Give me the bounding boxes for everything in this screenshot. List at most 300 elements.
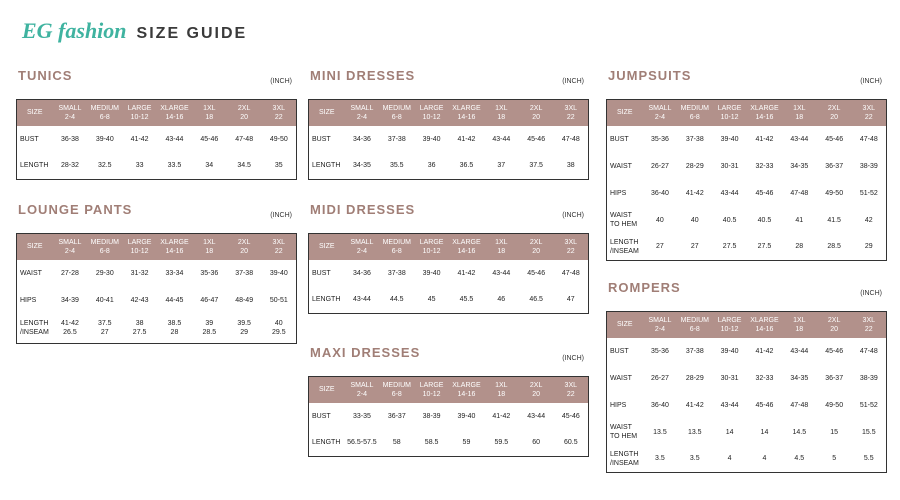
size-column-header: [643, 100, 678, 126]
section-midi-dresses: [308, 202, 590, 317]
cell-value: 41-42: [755, 135, 774, 143]
measurement-label: [309, 153, 345, 180]
unit-label: (INCH): [860, 290, 882, 297]
size-column-header: [87, 234, 122, 260]
size-column-header: [554, 234, 589, 260]
table-cell: [157, 287, 192, 314]
cell-value: 43-44: [352, 296, 371, 304]
size-name: 2XL: [529, 381, 543, 389]
size-range: 14-16: [165, 247, 184, 255]
size-name: 2XL: [529, 238, 543, 246]
cell-value: 41.5: [827, 216, 841, 224]
table-cell: [379, 287, 414, 314]
table-cell: [53, 314, 88, 344]
size-column-header: [345, 234, 380, 260]
table-cell: [192, 153, 227, 180]
size-range: 6-8: [689, 325, 700, 333]
size-column-header: [53, 234, 88, 260]
size-name: SMALL: [58, 238, 82, 246]
cell-value: 46.5: [529, 296, 543, 304]
table-cell: [782, 419, 817, 446]
table-cell: [747, 446, 782, 473]
measurement-label-line: WAIST: [610, 162, 632, 170]
cell-value: 58: [392, 439, 401, 447]
size-name: LARGE: [419, 381, 444, 389]
cell-value: 3.5: [655, 455, 665, 463]
section-title: LOUNGE PANTS: [18, 202, 133, 217]
cell-value: 43-44: [165, 135, 184, 143]
measurement-label: [607, 207, 643, 234]
size-range: 2-4: [64, 247, 75, 255]
size-table-rompers: [606, 311, 887, 473]
table-row: [309, 153, 589, 180]
measurement-label-line: WAIST: [20, 269, 42, 277]
cell-value: 51-52: [859, 189, 878, 197]
table-cell: [484, 260, 519, 287]
cell-value: 34-36: [352, 269, 371, 277]
size-column-header: [747, 100, 782, 126]
table-cell: [852, 153, 887, 180]
header-row: [607, 312, 887, 338]
cell-value: 35.5: [389, 162, 404, 170]
size-range: 22: [274, 113, 283, 121]
size-column-header: [712, 100, 747, 126]
table-row: [607, 338, 887, 365]
measurement-label: [309, 126, 345, 153]
table-cell: [747, 234, 782, 261]
measurement-label: [607, 153, 643, 180]
measurement-label: [309, 260, 345, 287]
cell-value: 39-40: [422, 135, 441, 143]
table-cell: [817, 126, 852, 153]
size-range: 14-16: [755, 325, 774, 333]
cell-value: 41-42: [457, 269, 476, 277]
cell-value: 47-48: [859, 347, 878, 355]
table-cell: [643, 153, 678, 180]
table-cell: [345, 430, 380, 457]
measurement-label-line: HIPS: [610, 189, 627, 197]
table-cell: [519, 403, 554, 430]
cell-value-secondary: 28: [170, 329, 179, 337]
size-name: LARGE: [419, 238, 444, 246]
cell-value: 40: [274, 320, 283, 328]
size-table-lounge-pants: [16, 233, 297, 344]
size-range: 20: [830, 325, 839, 333]
table-cell: [379, 260, 414, 287]
cell-value: 47-48: [561, 269, 580, 277]
cell-value: 4: [727, 455, 732, 463]
cell-value: 28-29: [685, 374, 704, 382]
size-table-mini-dresses: [308, 99, 589, 180]
size-column-header: [484, 100, 519, 126]
table-cell: [122, 153, 157, 180]
table-cell: [712, 419, 747, 446]
table-row: [607, 446, 887, 473]
table-cell: [747, 207, 782, 234]
cell-value: 45-46: [527, 135, 546, 143]
cell-value: 34.5: [237, 162, 251, 170]
size-range: 10-12: [422, 113, 441, 121]
cell-value: 35: [274, 162, 283, 170]
size-name: SMALL: [648, 104, 672, 112]
size-column-header: [227, 100, 262, 126]
size-column-header: [87, 100, 122, 126]
size-range: 10-12: [130, 113, 149, 121]
table-cell: [53, 260, 88, 287]
table-cell: [227, 260, 262, 287]
size-range: 18: [795, 113, 804, 121]
measurement-label: [17, 314, 53, 344]
size-range: 6-8: [391, 247, 402, 255]
cell-value: 51-52: [859, 401, 878, 409]
cell-value: 45-46: [527, 269, 546, 277]
size-name: 2XL: [237, 104, 251, 112]
measurement-label: [607, 234, 643, 261]
cell-value: 45-46: [825, 347, 844, 355]
size-range: 18: [497, 247, 506, 255]
cell-value: 45: [427, 296, 436, 304]
cell-value: 28-29: [685, 162, 704, 170]
table-cell: [414, 126, 449, 153]
cell-value: 59.5: [494, 439, 509, 447]
table-cell: [554, 260, 589, 287]
cell-value: 37-38: [235, 269, 254, 277]
size-name: 3XL: [564, 104, 578, 112]
table-cell: [519, 287, 554, 314]
measurement-label: [607, 365, 643, 392]
measurement-label-line: BUST: [312, 269, 331, 277]
cell-value: 33.5: [167, 162, 182, 170]
size-range: 22: [566, 390, 575, 398]
table-cell: [192, 260, 227, 287]
section-maxi-dresses: [308, 345, 590, 460]
table-cell: [262, 314, 297, 344]
measurement-label: [607, 126, 643, 153]
size-column-header: [484, 377, 519, 403]
cell-value: 13.5: [687, 428, 702, 436]
cell-value: 15.5: [861, 428, 876, 436]
size-range: 14-16: [457, 390, 476, 398]
cell-value: 39-40: [95, 135, 114, 143]
table-row: [309, 430, 589, 457]
size-name: XLARGE: [160, 104, 189, 112]
cell-value: 14: [760, 428, 769, 436]
size-column-header: [192, 100, 227, 126]
table-cell: [677, 126, 712, 153]
header-row: [309, 377, 589, 403]
table-cell: [643, 207, 678, 234]
cell-value: 39: [205, 320, 214, 328]
measurement-label: [607, 180, 643, 207]
size-header: SIZE: [309, 100, 345, 126]
size-name: XLARGE: [750, 104, 779, 112]
cell-value: 38.5: [167, 320, 182, 328]
table-cell: [345, 287, 380, 314]
section-title: MAXI DRESSES: [310, 345, 421, 360]
size-range: 18: [497, 113, 506, 121]
cell-value: 47: [566, 296, 575, 304]
table-cell: [379, 403, 414, 430]
size-column-header: [379, 100, 414, 126]
table-cell: [262, 153, 297, 180]
measurement-label: [309, 287, 345, 314]
table-cell: [677, 446, 712, 473]
table-cell: [747, 392, 782, 419]
table-cell: [87, 153, 122, 180]
header-row: [309, 100, 589, 126]
table-cell: [852, 338, 887, 365]
cell-value: 41-42: [492, 412, 511, 420]
size-name: SMALL: [350, 104, 374, 112]
table-cell: [262, 287, 297, 314]
cell-value: 3.5: [689, 455, 700, 463]
cell-value: 5: [832, 455, 837, 463]
table-cell: [157, 260, 192, 287]
size-table-maxi-dresses: [308, 376, 589, 457]
cell-value: 30-31: [720, 162, 739, 170]
cell-value: 36.5: [459, 162, 474, 170]
size-name: LARGE: [419, 104, 444, 112]
size-name: 2XL: [529, 104, 543, 112]
table-cell: [554, 153, 589, 180]
size-range: 2-4: [356, 390, 367, 398]
cell-value: 41-42: [457, 135, 476, 143]
cell-value: 45-46: [561, 412, 580, 420]
size-range: 22: [864, 113, 873, 121]
cell-value: 36-38: [60, 135, 79, 143]
table-cell: [414, 430, 449, 457]
table-cell: [554, 126, 589, 153]
table-cell: [852, 180, 887, 207]
cell-value: 34-35: [790, 374, 809, 382]
cell-value: 34-39: [60, 296, 79, 304]
cell-value: 36-37: [825, 374, 844, 382]
table-cell: [712, 207, 747, 234]
cell-value: 4: [762, 455, 767, 463]
cell-value: 31-32: [130, 269, 149, 277]
table-cell: [554, 430, 589, 457]
table-cell: [677, 365, 712, 392]
table-cell: [87, 287, 122, 314]
size-range: 2-4: [654, 113, 665, 121]
size-column-header: [852, 312, 887, 338]
cell-value-secondary: 29.5: [271, 329, 286, 337]
size-name: 1XL: [495, 104, 508, 112]
cell-value: 41-42: [130, 135, 149, 143]
size-column-header: [414, 377, 449, 403]
table-cell: [817, 207, 852, 234]
table-cell: [484, 430, 519, 457]
table-cell: [345, 403, 380, 430]
cell-value: 39-40: [720, 347, 739, 355]
table-cell: [747, 419, 782, 446]
cell-value: 34-36: [352, 135, 371, 143]
table-row: [607, 234, 887, 261]
cell-value: 41-42: [755, 347, 774, 355]
measurement-label: [17, 153, 53, 180]
cell-value: 34-35: [352, 162, 371, 170]
cell-value: 29: [864, 243, 873, 251]
unit-label: (INCH): [860, 78, 882, 85]
cell-value: 33: [135, 162, 144, 170]
table-cell: [449, 126, 484, 153]
size-name: SMALL: [648, 316, 672, 324]
table-cell: [852, 419, 887, 446]
size-column-header: [712, 312, 747, 338]
table-cell: [782, 180, 817, 207]
page-title: SIZE GUIDE: [136, 25, 248, 42]
table-cell: [782, 234, 817, 261]
cell-value: 39-40: [269, 269, 288, 277]
cell-value: 27: [690, 243, 699, 251]
table-cell: [379, 153, 414, 180]
measurement-label: [309, 430, 345, 457]
cell-value: 14: [725, 428, 734, 436]
size-range: 18: [795, 325, 804, 333]
table-cell: [677, 234, 712, 261]
table-cell: [817, 365, 852, 392]
cell-value: 37.5: [529, 162, 543, 170]
measurement-label-line: BUST: [610, 347, 629, 355]
cell-value: 28-32: [60, 162, 79, 170]
table-cell: [643, 234, 678, 261]
table-cell: [345, 260, 380, 287]
size-name: XLARGE: [160, 238, 189, 246]
size-column-header: [414, 100, 449, 126]
measurement-label-line: TO HEM: [610, 221, 638, 228]
size-range: 2-4: [356, 247, 367, 255]
size-name: MEDIUM: [382, 381, 411, 389]
table-cell: [449, 287, 484, 314]
cell-value: 45-46: [200, 135, 219, 143]
measurement-label-line: WAIST: [610, 424, 632, 431]
table-cell: [782, 446, 817, 473]
size-header: SIZE: [607, 312, 643, 338]
measurement-label-line: LENGTH: [610, 238, 639, 246]
size-range: 10-12: [422, 247, 441, 255]
size-name: 1XL: [793, 316, 806, 324]
size-name: 2XL: [237, 238, 251, 246]
size-column-header: [677, 312, 712, 338]
table-cell: [379, 430, 414, 457]
measurement-label-line: LENGTH: [20, 162, 49, 170]
size-range: 10-12: [130, 247, 149, 255]
table-cell: [852, 126, 887, 153]
table-cell: [87, 260, 122, 287]
table-cell: [122, 260, 157, 287]
size-name: 1XL: [203, 104, 216, 112]
table-cell: [414, 260, 449, 287]
cell-value: 59: [462, 439, 471, 447]
table-cell: [379, 126, 414, 153]
size-range: 6-8: [391, 390, 402, 398]
cell-value: 41-42: [60, 320, 79, 328]
cell-value: 43-44: [492, 135, 511, 143]
table-cell: [414, 403, 449, 430]
cell-value: 43-44: [492, 269, 511, 277]
size-range: 20: [532, 113, 541, 121]
size-header: SIZE: [309, 234, 345, 260]
table-cell: [449, 430, 484, 457]
measurement-label-line: LENGTH: [312, 296, 341, 304]
table-cell: [677, 338, 712, 365]
table-cell: [782, 392, 817, 419]
table-cell: [782, 207, 817, 234]
cell-value: 37-38: [685, 347, 704, 355]
size-name: XLARGE: [452, 238, 481, 246]
cell-value-secondary: 26.5: [63, 329, 77, 337]
table-cell: [782, 338, 817, 365]
size-name: 1XL: [495, 238, 508, 246]
size-range: 18: [497, 390, 506, 398]
size-column-header: [519, 377, 554, 403]
table-cell: [157, 314, 192, 344]
table-cell: [712, 234, 747, 261]
section-title: JUMPSUITS: [608, 68, 692, 83]
size-name: MEDIUM: [90, 104, 119, 112]
size-name: 1XL: [203, 238, 216, 246]
cell-value: 37: [497, 162, 506, 170]
cell-value: 26-27: [650, 162, 669, 170]
table-row: [309, 403, 589, 430]
table-cell: [747, 365, 782, 392]
size-column-header: [122, 234, 157, 260]
table-cell: [414, 287, 449, 314]
cell-value: 40: [656, 216, 664, 224]
size-name: 1XL: [495, 381, 508, 389]
table-cell: [712, 392, 747, 419]
cell-value: 49-50: [269, 135, 288, 143]
table-cell: [53, 287, 88, 314]
table-cell: [677, 392, 712, 419]
size-name: XLARGE: [452, 104, 481, 112]
section-title: ROMPERS: [608, 280, 681, 295]
cell-value: 32-33: [755, 374, 774, 382]
cell-value: 45.5: [459, 296, 474, 304]
cell-value: 4.5: [794, 455, 805, 463]
cell-value: 27-28: [60, 269, 79, 277]
table-cell: [747, 338, 782, 365]
size-column-header: [449, 377, 484, 403]
size-column-header: [519, 234, 554, 260]
measurement-label-line: TO HEM: [610, 433, 638, 440]
measurement-label-line: WAIST: [610, 212, 632, 219]
size-column-header: [643, 312, 678, 338]
size-name: 1XL: [793, 104, 806, 112]
table-cell: [817, 338, 852, 365]
size-column-header: [379, 377, 414, 403]
cell-value: 41-42: [685, 401, 704, 409]
size-range: 10-12: [422, 390, 441, 398]
table-row: [607, 392, 887, 419]
size-name: 2XL: [827, 104, 841, 112]
table-cell: [643, 392, 678, 419]
size-header: SIZE: [17, 234, 53, 260]
table-cell: [817, 392, 852, 419]
cell-value: 47-48: [235, 135, 254, 143]
cell-value-secondary: 27: [100, 329, 109, 337]
size-range: 2-4: [356, 113, 367, 121]
cell-value: 38: [566, 162, 575, 170]
cell-value: 28.5: [827, 243, 841, 251]
measurement-label: [607, 392, 643, 419]
size-column-header: [157, 100, 192, 126]
cell-value: 32-33: [755, 162, 774, 170]
cell-value: 44-45: [165, 296, 184, 304]
table-row: [309, 260, 589, 287]
size-column-header: [414, 234, 449, 260]
size-header: SIZE: [17, 100, 53, 126]
